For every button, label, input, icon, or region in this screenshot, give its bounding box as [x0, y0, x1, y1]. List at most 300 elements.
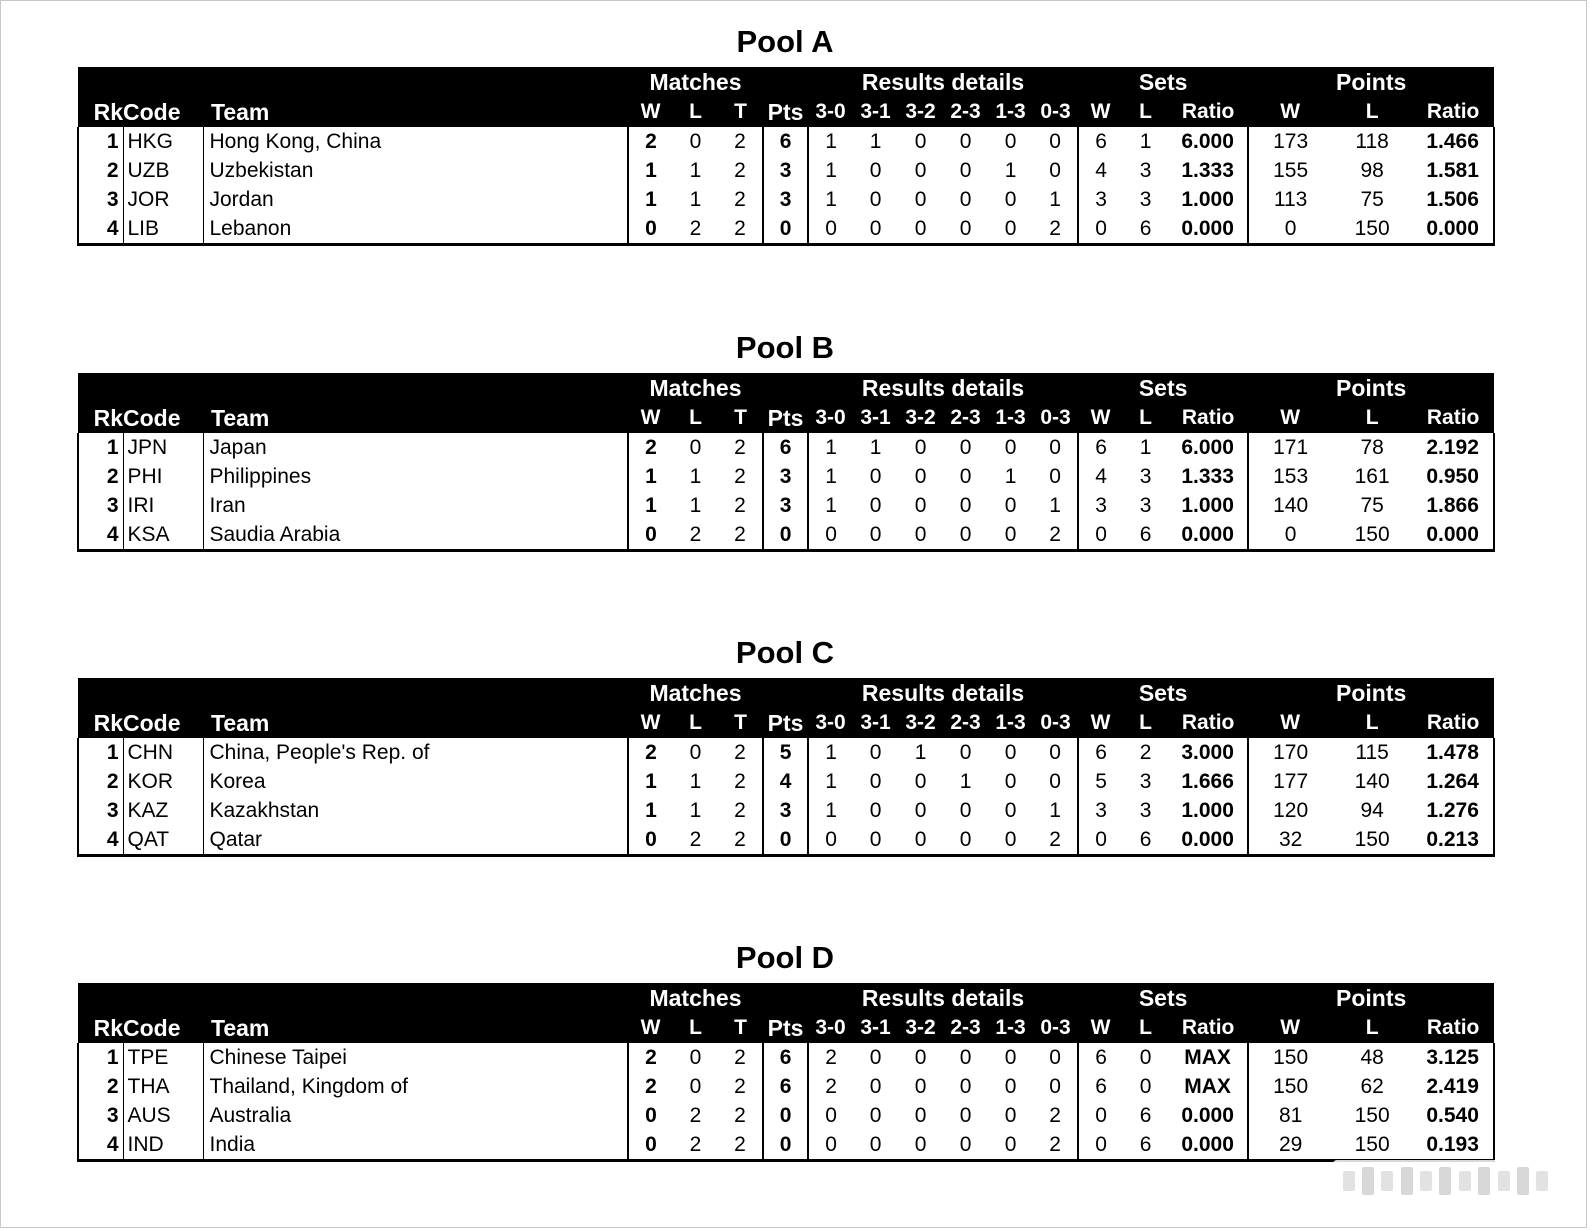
cell-r13: 0 [1004, 188, 1017, 211]
cell-r23: 0 [959, 799, 972, 822]
header-result-r13: 1-3 [995, 100, 1026, 123]
header-sets-ratio: Ratio [1181, 711, 1235, 734]
cell-pl: 140 [1354, 770, 1390, 793]
cell-pw: 81 [1248, 1101, 1332, 1130]
cell-sl: 0 [1139, 1075, 1152, 1098]
cell-sl: 6 [1123, 1130, 1168, 1161]
cell-pw: 0 [1248, 214, 1332, 245]
cell-pw: 171 [1248, 433, 1332, 462]
cell-pl: 115 [1355, 741, 1389, 764]
cell-r03: 0 [1049, 465, 1061, 488]
header-result-r03: 0-3 [1040, 711, 1071, 734]
header-sets: Sets [1138, 680, 1188, 706]
cell-sl: 6 [1123, 825, 1168, 856]
table-row [78, 433, 1494, 462]
cell-w: 2 [628, 1072, 673, 1101]
cell-sw: 6 [1078, 1072, 1123, 1101]
header-sets-ratio: Ratio [1181, 100, 1235, 123]
cell-pl: 75 [1360, 494, 1384, 517]
cell-t: 2 [734, 494, 746, 517]
cell-rk: 1 [78, 738, 123, 767]
cell-pr: 2.192 [1412, 433, 1494, 462]
cell-pts: 6 [763, 1043, 808, 1072]
header-sets-w: W [1090, 1016, 1111, 1039]
cell-code: THA [123, 1072, 203, 1101]
table-row [78, 767, 1494, 796]
header-points: Points [1335, 680, 1407, 706]
cell-r23: 0 [943, 825, 988, 856]
cell-r03: 0 [1049, 436, 1061, 459]
cell-r13: 0 [1004, 130, 1017, 153]
cell-pr: 1.866 [1412, 491, 1494, 520]
cell-r23: 1 [959, 770, 972, 793]
header-result-r31: 3-1 [860, 100, 891, 123]
cell-pr: 1.466 [1412, 127, 1494, 156]
cell-t: 2 [734, 159, 746, 182]
header-pts: Pts [767, 405, 804, 431]
cell-sw: 3 [1078, 796, 1123, 825]
cell-sr: 1.000 [1181, 494, 1234, 517]
header-result-r23: 2-3 [950, 1016, 981, 1039]
cell-l: 1 [689, 799, 702, 822]
header-points-w: W [1280, 406, 1301, 429]
header-points-w: W [1280, 100, 1301, 123]
cell-code: UZB [123, 156, 203, 185]
cell-l: 1 [689, 770, 702, 793]
cell-r03: 2 [1033, 520, 1078, 551]
cell-rk: 4 [78, 825, 123, 856]
cell-r23: 0 [943, 1130, 988, 1161]
cell-w: 1 [628, 491, 673, 520]
cell-r13: 0 [988, 214, 1033, 245]
cell-w: 1 [628, 462, 673, 491]
cell-pl: 161 [1354, 465, 1390, 488]
header-result-r30: 3-0 [815, 1016, 846, 1039]
cell-w: 1 [628, 156, 673, 185]
table-row [78, 1043, 1494, 1072]
cell-sl: 3 [1139, 770, 1152, 793]
header-result-r30: 3-0 [815, 406, 846, 429]
cell-r30: 1 [808, 156, 853, 185]
cell-code: IND [123, 1130, 203, 1161]
cell-r32: 0 [914, 799, 927, 822]
cell-sr: 0.000 [1168, 1130, 1248, 1161]
cell-pl: 150 [1332, 1130, 1412, 1161]
cell-pr: 0.540 [1412, 1101, 1494, 1130]
cell-w: 0 [628, 214, 673, 245]
header-matches-l: L [689, 711, 702, 734]
cell-team: Iran [203, 491, 628, 520]
cell-r23: 0 [959, 159, 972, 182]
cell-pw: 155 [1248, 156, 1332, 185]
cell-sw: 3 [1078, 185, 1123, 214]
header-points: Points [1335, 375, 1407, 401]
header-points-l: L [1365, 100, 1379, 123]
cell-r30: 1 [808, 433, 853, 462]
cell-sw: 6 [1078, 433, 1123, 462]
cell-t: 2 [734, 1075, 746, 1098]
cell-pts: 3 [763, 462, 808, 491]
cell-r30: 0 [808, 1101, 853, 1130]
cell-team: Chinese Taipei [203, 1043, 628, 1072]
cell-r30: 1 [808, 738, 853, 767]
cell-sw: 5 [1078, 767, 1123, 796]
header-matches-w: W [640, 100, 661, 123]
cell-r32: 0 [914, 188, 927, 211]
cell-r23: 0 [959, 436, 972, 459]
cell-r31: 1 [869, 130, 882, 153]
cell-pr: 1.276 [1412, 796, 1494, 825]
cell-code: PHI [123, 462, 203, 491]
cell-w: 1 [628, 767, 673, 796]
cell-r32: 1 [914, 741, 927, 764]
cell-r31: 0 [853, 1130, 898, 1161]
cell-r03: 0 [1049, 770, 1061, 793]
cell-r32: 0 [914, 1104, 927, 1127]
cell-l: 2 [673, 825, 718, 856]
cell-sr: 1.333 [1181, 465, 1234, 488]
cell-sr: 0.000 [1168, 825, 1248, 856]
cell-pr: 0.193 [1412, 1130, 1494, 1161]
cell-team: Japan [203, 433, 628, 462]
header-points-w: W [1280, 1016, 1301, 1039]
table-row [78, 796, 1494, 825]
header-result-r03: 0-3 [1040, 1016, 1071, 1039]
cell-pw: 150 [1248, 1072, 1332, 1101]
header-sets: Sets [1138, 985, 1188, 1011]
cell-pl: 98 [1360, 159, 1384, 182]
cell-pr: 1.581 [1412, 156, 1494, 185]
pool-title: Pool D [735, 940, 835, 975]
header-sets-w: W [1090, 100, 1111, 123]
cell-r03: 2 [1033, 825, 1078, 856]
cell-r23: 0 [959, 1075, 972, 1098]
cell-r03: 1 [1049, 494, 1061, 517]
cell-r31: 0 [853, 825, 898, 856]
cell-sl: 3 [1139, 465, 1152, 488]
cell-r30: 2 [808, 1043, 853, 1072]
cell-r13: 0 [1004, 1075, 1017, 1098]
cell-w: 0 [628, 520, 673, 551]
cell-r30: 1 [808, 462, 853, 491]
cell-w: 2 [628, 1043, 673, 1072]
cell-pw: 113 [1248, 185, 1332, 214]
cell-sr: 0.000 [1168, 520, 1248, 551]
header-result-r31: 3-1 [860, 406, 891, 429]
cell-r31: 0 [869, 159, 882, 182]
header-team: Team [211, 405, 270, 431]
cell-pr: 0.000 [1412, 520, 1494, 551]
header-points-l: L [1365, 1016, 1379, 1039]
table-row [78, 462, 1494, 491]
cell-rk: 3 [78, 185, 123, 214]
cell-r23: 0 [959, 1104, 972, 1127]
header-result-r13: 1-3 [995, 1016, 1026, 1039]
cell-code: KSA [123, 520, 203, 551]
cell-code: KAZ [123, 796, 203, 825]
cell-team: India [203, 1130, 628, 1161]
cell-team: Jordan [203, 185, 628, 214]
header-sets: Sets [1138, 69, 1188, 95]
cell-sr: 1.000 [1181, 188, 1234, 211]
cell-sr: 1.666 [1181, 770, 1234, 793]
cell-r23: 0 [959, 1046, 972, 1069]
cell-pr: 1.264 [1412, 767, 1494, 796]
header-sets-ratio: Ratio [1181, 1016, 1235, 1039]
header-points: Points [1335, 69, 1407, 95]
pool-b [77, 323, 1493, 552]
cell-rk: 2 [78, 1072, 123, 1101]
cell-l: 2 [673, 1130, 718, 1161]
header-matches-t: T [734, 406, 747, 429]
cell-sw: 0 [1078, 1101, 1123, 1130]
header-result-r13: 1-3 [995, 406, 1026, 429]
cell-rk: 2 [78, 156, 123, 185]
cell-team: Thailand, Kingdom of [203, 1072, 628, 1101]
cell-r13: 0 [1004, 770, 1017, 793]
cell-t: 2 [734, 741, 746, 764]
cell-t: 2 [734, 130, 746, 153]
table-row [78, 825, 1494, 856]
cell-t: 2 [718, 825, 763, 856]
cell-r32: 0 [914, 770, 927, 793]
header-sets-l: L [1139, 406, 1152, 429]
cell-team: Saudia Arabia [203, 520, 628, 551]
cell-r30: 1 [808, 491, 853, 520]
cell-r32: 0 [914, 130, 927, 153]
cell-r30: 1 [808, 796, 853, 825]
cell-sr: 3.000 [1181, 741, 1234, 764]
cell-pts: 6 [763, 1072, 808, 1101]
cell-r23: 0 [959, 741, 972, 764]
cell-rk: 1 [78, 433, 123, 462]
cell-team: Korea [203, 767, 628, 796]
header-result-r13: 1-3 [995, 711, 1026, 734]
cell-r32: 0 [914, 465, 927, 488]
cell-sr: 0.000 [1181, 1104, 1234, 1127]
cell-sl: 6 [1139, 1104, 1152, 1127]
cell-pl: 78 [1360, 436, 1384, 459]
cell-w: 2 [628, 127, 673, 156]
cell-pl: 150 [1332, 520, 1412, 551]
header-sets-w: W [1090, 406, 1111, 429]
cell-w: 0 [628, 1130, 673, 1161]
header-sets-ratio: Ratio [1181, 406, 1235, 429]
header-points-ratio: Ratio [1426, 100, 1480, 123]
cell-r30: 1 [808, 185, 853, 214]
cell-r31: 1 [869, 436, 882, 459]
cell-pr: 1.478 [1412, 738, 1494, 767]
cell-pts: 0 [763, 1130, 808, 1161]
cell-r03: 2 [1033, 214, 1078, 245]
header-code: Code [123, 710, 181, 736]
header-result-r03: 0-3 [1040, 100, 1071, 123]
header-sets-l: L [1139, 100, 1152, 123]
cell-r03: 1 [1049, 188, 1061, 211]
cell-r30: 0 [808, 1130, 853, 1161]
header-pts: Pts [767, 99, 804, 125]
header-results-details: Results details [861, 680, 1025, 706]
cell-pr: 1.506 [1412, 185, 1494, 214]
header-result-r30: 3-0 [815, 711, 846, 734]
cell-r03: 0 [1049, 1075, 1061, 1098]
cell-l: 1 [689, 188, 702, 211]
cell-w: 1 [628, 796, 673, 825]
cell-r30: 1 [808, 127, 853, 156]
cell-pw: 29 [1248, 1130, 1332, 1161]
header-points-ratio: Ratio [1426, 1016, 1480, 1039]
cell-t: 2 [734, 770, 746, 793]
table-row [78, 520, 1494, 551]
cell-r23: 0 [959, 465, 972, 488]
cell-w: 2 [628, 433, 673, 462]
cell-r13: 0 [1004, 494, 1017, 517]
cell-r32: 0 [914, 436, 927, 459]
cell-r32: 0 [914, 159, 927, 182]
cell-r23: 0 [943, 520, 988, 551]
cell-pl: 48 [1360, 1046, 1384, 1069]
cell-r13: 0 [1004, 741, 1017, 764]
cell-sl: 6 [1123, 520, 1168, 551]
cell-sr: 0.000 [1168, 214, 1248, 245]
header-result-r32: 3-2 [905, 100, 936, 123]
cell-sr: 6.000 [1181, 130, 1234, 153]
cell-pw: 150 [1248, 1043, 1332, 1072]
cell-code: QAT [123, 825, 203, 856]
header-matches-t: T [734, 1016, 747, 1039]
cell-team: Philippines [203, 462, 628, 491]
cell-rk: 3 [78, 796, 123, 825]
cell-l: 2 [689, 1104, 702, 1127]
header-rk: Rk [93, 405, 123, 431]
table-row [78, 738, 1494, 767]
cell-sl: 6 [1123, 214, 1168, 245]
pool-title: Pool B [735, 330, 835, 365]
cell-r32: 0 [898, 520, 943, 551]
cell-rk: 1 [78, 1043, 123, 1072]
cell-r30: 0 [808, 520, 853, 551]
cell-r13: 0 [988, 825, 1033, 856]
cell-r03: 0 [1049, 159, 1061, 182]
cell-pl: 118 [1355, 130, 1389, 153]
cell-team: Qatar [203, 825, 628, 856]
cell-pl: 150 [1354, 1104, 1390, 1127]
cell-pl: 150 [1332, 214, 1412, 245]
cell-sw: 6 [1078, 127, 1123, 156]
cell-r31: 0 [869, 494, 882, 517]
table-row [78, 214, 1494, 245]
cell-r13: 0 [1004, 799, 1017, 822]
header-matches-t: T [734, 100, 747, 123]
cell-t: 2 [734, 799, 746, 822]
header-points-w: W [1280, 711, 1301, 734]
cell-pl: 150 [1332, 825, 1412, 856]
standings-table [77, 983, 1495, 1162]
cell-pr: 2.419 [1412, 1072, 1494, 1101]
header-points-ratio: Ratio [1426, 406, 1480, 429]
cell-r03: 2 [1049, 1104, 1061, 1127]
cell-r31: 0 [869, 770, 882, 793]
standings-table [77, 678, 1495, 857]
cell-r23: 0 [959, 130, 972, 153]
cell-r32: 0 [914, 494, 927, 517]
standings-table [77, 373, 1495, 552]
cell-pw: 177 [1248, 767, 1332, 796]
cell-team: Lebanon [203, 214, 628, 245]
cell-w: 1 [628, 185, 673, 214]
header-result-r31: 3-1 [860, 1016, 891, 1039]
cell-team: Hong Kong, China [203, 127, 628, 156]
header-result-r32: 3-2 [905, 406, 936, 429]
cell-code: AUS [123, 1101, 203, 1130]
cell-r03: 2 [1033, 1130, 1078, 1161]
header-matches: Matches [649, 69, 742, 95]
cell-t: 2 [734, 1104, 746, 1127]
table-row [78, 185, 1494, 214]
cell-code: HKG [123, 127, 203, 156]
cell-pl: 62 [1360, 1075, 1384, 1098]
cell-l: 0 [689, 436, 702, 459]
cell-rk: 4 [78, 520, 123, 551]
cell-r31: 0 [869, 799, 882, 822]
cell-r30: 2 [808, 1072, 853, 1101]
cell-r13: 1 [1004, 159, 1017, 182]
header-matches-l: L [689, 1016, 702, 1039]
cell-r31: 0 [869, 1104, 882, 1127]
cell-t: 2 [734, 188, 746, 211]
cell-w: 2 [628, 738, 673, 767]
cell-rk: 3 [78, 491, 123, 520]
header-team: Team [211, 1015, 270, 1041]
header-sets-l: L [1139, 1016, 1152, 1039]
table-row [78, 1072, 1494, 1101]
cell-sw: 4 [1078, 462, 1123, 491]
cell-pts: 0 [763, 214, 808, 245]
cell-pts: 3 [763, 156, 808, 185]
cell-sr: MAX [1184, 1075, 1231, 1098]
cell-team: Australia [203, 1101, 628, 1130]
header-team: Team [211, 710, 270, 736]
cell-pw: 140 [1248, 491, 1332, 520]
header-points: Points [1335, 985, 1407, 1011]
cell-team: Kazakhstan [203, 796, 628, 825]
cell-rk: 3 [78, 1101, 123, 1130]
cell-pr: 0.950 [1412, 462, 1494, 491]
cell-pw: 173 [1248, 127, 1332, 156]
cell-pw: 120 [1248, 796, 1332, 825]
cell-r31: 0 [853, 520, 898, 551]
cell-l: 1 [689, 159, 702, 182]
cell-t: 2 [718, 214, 763, 245]
header-result-r32: 3-2 [905, 711, 936, 734]
header-matches: Matches [649, 985, 742, 1011]
header-rk: Rk [93, 1015, 123, 1041]
cell-sl: 1 [1139, 130, 1152, 153]
standings-table [77, 67, 1495, 246]
pool-a [77, 17, 1493, 246]
header-code: Code [123, 99, 181, 125]
header-matches-w: W [640, 711, 661, 734]
header-result-r32: 3-2 [905, 1016, 936, 1039]
table-row [78, 1101, 1494, 1130]
cell-sr: 6.000 [1181, 436, 1234, 459]
cell-pw: 153 [1248, 462, 1332, 491]
header-result-r30: 3-0 [815, 100, 846, 123]
cell-r30: 0 [808, 825, 853, 856]
cell-sl: 3 [1139, 494, 1152, 517]
cell-t: 2 [734, 465, 746, 488]
header-result-r23: 2-3 [950, 406, 981, 429]
